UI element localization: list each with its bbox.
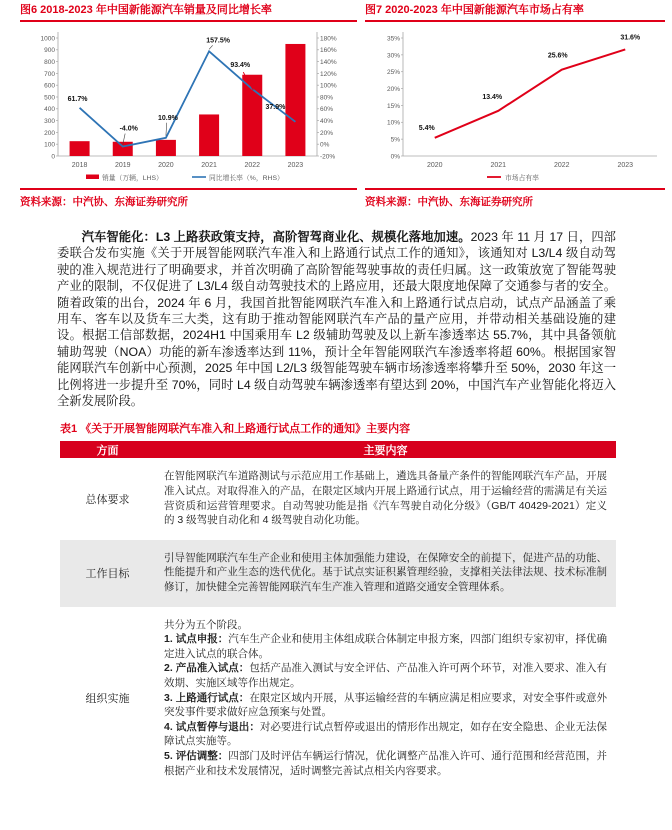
svg-text:-20%: -20% [320, 153, 336, 161]
content-paragraph: 1. 试点申报：汽车生产企业和使用主体组成联合体制定申报方案，四部门组织专家初审，择优确定进入试点的联合体。 [164, 633, 607, 660]
svg-text:2019: 2019 [114, 162, 131, 169]
policy-table-body [60, 458, 616, 790]
aspect-cell: 总体要求 [85, 494, 130, 507]
policy-table [60, 441, 616, 790]
svg-text:120%: 120% [320, 70, 337, 78]
figure-7-title: 图7 2020-2023 年中国新能源汽车市场占有率 [365, 4, 584, 16]
table-title: 表1 《关于开展智能网联汽车准入和上路通行试点工作的通知》主要内容 [60, 423, 411, 436]
sales-growth-chart-svg [20, 22, 357, 186]
svg-text:93.4%: 93.4% [230, 62, 251, 70]
content-cell [155, 540, 616, 607]
svg-text:5.4%: 5.4% [418, 124, 435, 132]
svg-text:40%: 40% [320, 118, 334, 125]
figure-7 [365, 3, 665, 209]
body-paragraph [57, 229, 616, 409]
svg-text:2018: 2018 [71, 162, 88, 169]
svg-text:80%: 80% [320, 94, 334, 102]
figure-6-source: 资料来源：中汽协、东海证券研究所 [20, 196, 188, 208]
content-paragraph: 3. 上路通行试点：在限定区域内开展，从事运输经营的车辆应满足相应要求，对安全事件或意外突发事件要求做好应急预案与处置。 [164, 691, 607, 719]
svg-text:37.9%: 37.9% [265, 103, 286, 111]
paragraph-body: 2023 年 11 月 17 日，四部委联合发布实施《关于开展智能网联汽车准入和上路通行试点工作的通知》，该通知对 L3/L4 级自动驾驶的准入规范进行了明确要求，并首次明确了高阶智能驾驶事故的责任归属。这一政策放宽了智能驾驶产业的限制，不仅促进了 L3/L4 级自动驾驶技术的上路应用，还最大限度地保障了交通参与者的安全。随着政策的出台，2024 年 6 月，我国首批智能网联汽车准入和上路通行试点启动，试点产品涵盖了乘用车、客车以及货车三大类，这有助于推动智能网联汽车产品的量产应用，并带动相关基础设施的建设。根据工信部数据，2024H1 中国乘用车 L2 级辅助驾驶及以上新车渗透率达 55.7%，其中具备领航辅助驾驶（NOA）功能的新车渗透率达到 11%，预计全年智能网联汽车渗透率将超 60%。根据国家智能网联汽车创新中心预测，2025 年中国 L2/L3 级智能驾驶车辆市场渗透率将攀升至 50%，2030 年这一比例将进一步提升至 70%，同时 L4 级自动驾驶车辆渗透率有望达到 20%，中国汽车产业智能化将迈入全新发展阶段。 [57, 230, 616, 409]
bar [156, 140, 176, 156]
svg-text:200: 200 [44, 129, 55, 137]
svg-text:1000: 1000 [40, 35, 55, 43]
bar [70, 141, 90, 156]
svg-text:700: 700 [44, 70, 55, 78]
svg-text:30%: 30% [386, 52, 400, 60]
svg-text:13.4%: 13.4% [482, 93, 503, 101]
svg-text:2023: 2023 [617, 162, 634, 169]
svg-text:800: 800 [44, 59, 55, 66]
content-cell [155, 607, 616, 791]
aspect-cell: 工作目标 [60, 540, 155, 607]
market-share-chart [365, 22, 665, 186]
svg-text:0%: 0% [320, 141, 330, 149]
svg-text:157.5%: 157.5% [206, 37, 230, 45]
svg-text:400: 400 [44, 106, 55, 114]
svg-text:10.9%: 10.9% [157, 114, 178, 122]
svg-text:60%: 60% [320, 106, 334, 114]
figure-6-title: 图6 2018-2023 年中国新能源汽车销量及同比增长率 [20, 4, 272, 16]
svg-text:5%: 5% [390, 136, 400, 144]
table-row [60, 540, 616, 607]
content-paragraph: 5. 评估调整：四部门及时评估车辆运行情况，优化调整产品准入许可、通行范围和经营范围，并根据产业和技术发展情况，适时调整完善试点相关内容要求。 [164, 749, 607, 777]
svg-text:10%: 10% [386, 119, 400, 127]
market-share-chart-svg [365, 22, 665, 186]
svg-text:160%: 160% [320, 47, 337, 55]
content-paragraph: 2. 产品准入试点：包括产品准入测试与安全评估、产品准入许可两个环节，对准入要求、准入有效期、实施区域等作出规定。 [164, 662, 607, 689]
share-line [435, 49, 626, 137]
svg-text:300: 300 [44, 118, 55, 125]
figure-7-source: 资料来源：中汽协、东海证券研究所 [365, 196, 533, 208]
svg-text:同比增长率（%，RHS）: 同比增长率（%，RHS） [209, 175, 284, 182]
figures-row [0, 0, 672, 209]
bar [242, 75, 262, 156]
paragraph-lead: 汽车智能化：L3 上路获政策支持，高阶智驾商业化、规模化落地加速。 [81, 230, 471, 244]
svg-text:31.6%: 31.6% [620, 34, 641, 42]
svg-text:600: 600 [44, 82, 55, 90]
svg-text:100: 100 [44, 141, 55, 149]
svg-text:20%: 20% [320, 129, 334, 137]
content-paragraph: 在智能网联汽车道路测试与示范应用工作基础上，遴选具备量产条件的智能网联汽车产品，开展准入试点。对取得准入的产品，在限定区域内开展上路通行试点，用于运输经营的需满足有关运营资质和运营管理要求。自动驾驶功能是指《汽车驾驶自动化分级》（GB/T 40429-2021）定义的 3 级驾驶自动化和 4 级驾驶自动化功能。 [164, 470, 607, 527]
svg-text:销量（万辆，LHS）: 销量（万辆，LHS） [102, 175, 163, 182]
table-row [60, 607, 616, 791]
legend [86, 173, 284, 183]
table-header-row [60, 441, 616, 458]
svg-text:2022: 2022 [244, 162, 261, 169]
table-row [60, 458, 616, 539]
header-content: 主要内容 [155, 441, 616, 458]
growth-line [80, 51, 296, 146]
svg-text:0: 0 [51, 153, 55, 161]
svg-text:180%: 180% [320, 35, 337, 43]
sales-bars [67, 44, 306, 156]
svg-text:140%: 140% [320, 59, 337, 66]
svg-text:15%: 15% [386, 102, 400, 110]
aspect-cell: 组织实施 [85, 693, 130, 706]
legend [487, 173, 539, 182]
svg-text:2022: 2022 [553, 162, 570, 169]
svg-text:-4.0%: -4.0% [119, 125, 138, 133]
svg-text:2020: 2020 [158, 162, 174, 169]
figure-6 [20, 3, 357, 209]
bar [285, 44, 305, 156]
svg-text:61.7%: 61.7% [67, 95, 88, 103]
header-aspect: 方面 [60, 441, 155, 458]
svg-text:25%: 25% [386, 69, 400, 77]
svg-text:2021: 2021 [490, 162, 507, 169]
svg-text:市场占有率: 市场占有率 [505, 175, 539, 182]
content-cell [155, 458, 616, 539]
svg-text:0%: 0% [390, 153, 400, 161]
svg-text:20%: 20% [386, 85, 400, 93]
svg-text:25.6%: 25.6% [547, 52, 568, 60]
svg-text:100%: 100% [320, 82, 337, 90]
content-paragraph: 引导智能网联汽车生产企业和使用主体加强能力建设，在保障安全的前提下，促进产品的功能、性能提升和产业生态的迭代优化。基于试点实证积累管理经验，支撑相关法律法规、技术标准制修订，加快健全完善智能网联汽车生产准入管理和道路交通安全管理体系。 [164, 551, 607, 594]
svg-text:2023: 2023 [287, 162, 304, 169]
sales-growth-chart [20, 22, 357, 186]
content-paragraph: 4. 试点暂停与退出：对必要进行试点暂停或退出的情形作出规定，如存在安全隐患、企业无法保障试点实施等。 [164, 720, 607, 748]
svg-text:500: 500 [44, 94, 55, 102]
content-paragraph: 共分为五个阶段。 [164, 618, 248, 631]
svg-text:35%: 35% [386, 35, 400, 43]
svg-text:2021: 2021 [201, 162, 217, 169]
bar [199, 114, 219, 156]
svg-text:900: 900 [44, 47, 55, 55]
svg-text:2020: 2020 [426, 162, 443, 169]
